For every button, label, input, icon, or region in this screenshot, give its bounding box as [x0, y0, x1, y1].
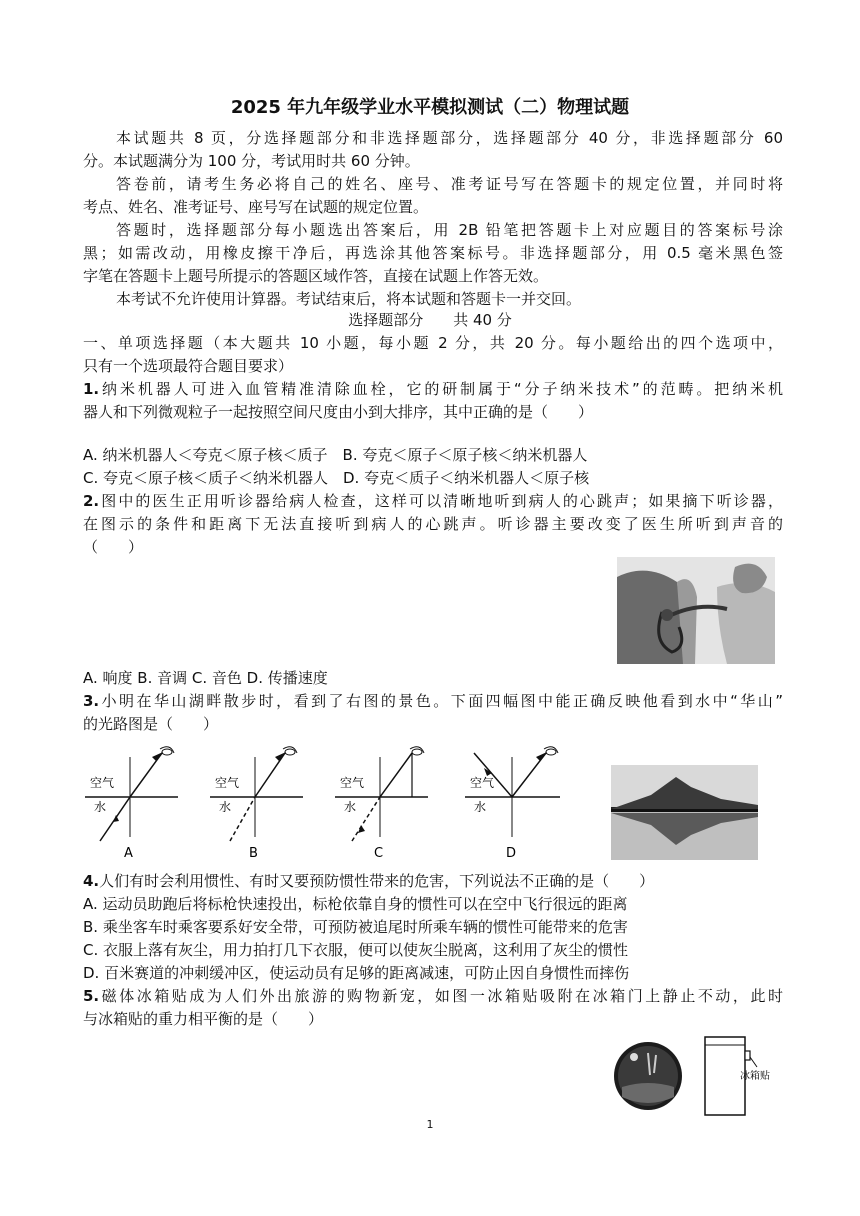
- q5-stem-line-1: [83, 985, 783, 1008]
- q2-number: 2.: [83, 492, 100, 510]
- q3-stem-text-1: 小明在华山湖畔散步时，看到了右图的景色。下面四幅图中能正确反映他看到水中“华山”: [99, 692, 783, 710]
- intro-line-3: 答卷前，请考生务必将自己的姓名、座号、准考证号写在答题卡的规定位置，并同时将: [116, 175, 783, 193]
- optics-diagram-a: [80, 745, 180, 860]
- air-label-b: 空气: [215, 776, 240, 790]
- part-one-line-2: 只有一个选项最符合题目要求）: [83, 357, 294, 375]
- q4-option-a: A. 运动员助跑后将标枪快速投出，标枪依靠自身的惯性可以在空中飞行很远的距离: [83, 895, 628, 913]
- air-label-d: 空气: [470, 776, 495, 790]
- water-label-c: 水: [344, 800, 357, 814]
- q2-stem-line-3: （ ）: [83, 538, 144, 556]
- optics-diagram-b: [205, 745, 305, 860]
- section-header: 选择题部分 共 40 分: [348, 311, 512, 329]
- water-label-b: 水: [219, 800, 232, 814]
- q1-options-cd: C. 夸克＜原子核＜质子＜纳米机器人 D. 夸克＜质子＜纳米机器人＜原子核: [83, 469, 590, 487]
- part-one-line-1: 一、单项选择题（本大题共 10 小题，每小题 2 分，共 20 分。每小题给出的四个选项中，: [83, 334, 783, 352]
- label-d: D: [506, 846, 517, 860]
- q3-stem-line-1: [83, 690, 783, 713]
- exam-title: 2025 年九年级学业水平模拟测试（二）物理试题: [230, 97, 630, 118]
- q1-number: 1.: [83, 380, 100, 398]
- q1-stem-line-2: 器人和下列微观粒子一起按照空间尺度由小到大排序，其中正确的是（ ）: [83, 403, 594, 421]
- q4-stem-text: 人们有时会利用惯性、有时又要预防惯性带来的危害，下列说法不正确的是（ ）: [99, 872, 655, 890]
- q4-option-d: D. 百米赛道的冲刺缓冲区，使运动员有足够的距离减速，可防止因自身惯性而摔伤: [83, 964, 630, 982]
- q3-number: 3.: [83, 692, 100, 710]
- label-a: A: [124, 846, 133, 860]
- optics-diagram-d: [460, 745, 570, 860]
- stethoscope-photo: [617, 557, 775, 664]
- q3-stem-line-2: 的光路图是（ ）: [83, 715, 219, 733]
- optics-diagram-c: [330, 745, 430, 860]
- intro-line-5: 答题时，选择题部分每小题选出答案后，用 2B 铅笔把答题卡上对应题目的答案标号涂: [116, 221, 783, 239]
- intro-line-2: 分。本试题满分为 100 分，考试用时共 60 分钟。: [83, 152, 420, 170]
- q2-stem-text-1: 图中的医生正用听诊器给病人检查，这样可以清晰地听到病人的心跳声；如果摘下听诊器，: [99, 492, 783, 510]
- q2-stem-line-1: [83, 490, 783, 513]
- q2-stem-line-2: 在图示的条件和距离下无法直接听到病人的心跳声。听诊器主要改变了医生所听到声音的: [83, 515, 783, 533]
- label-c: C: [374, 846, 384, 860]
- fridge-magnet-figure: [612, 1035, 782, 1117]
- q2-options: A. 响度 B. 音调 C. 音色 D. 传播速度: [83, 669, 328, 687]
- q5-number: 5.: [83, 987, 100, 1005]
- intro-line-4: 考点、姓名、准考证号、座号写在试题的规定位置。: [83, 198, 429, 216]
- q4-number: 4.: [83, 872, 100, 890]
- fridge-magnet-label: 冰箱贴: [740, 1071, 770, 1082]
- q4-option-b: B. 乘坐客车时乘客要系好安全带，可预防被追尾时所乘车辆的惯性可能带来的危害: [83, 918, 628, 936]
- q5-stem-line-2: 与冰箱贴的重力相平衡的是（ ）: [83, 1010, 324, 1028]
- huashan-lake-photo: [611, 765, 758, 860]
- air-label-c: 空气: [340, 776, 365, 790]
- q5-stem-text-1: 磁体冰箱贴成为人们外出旅游的购物新宠，如图一冰箱贴吸附在冰箱门上静止不动，此时: [99, 987, 783, 1005]
- label-b: B: [249, 846, 258, 860]
- q1-options-ab: A. 纳米机器人＜夸克＜原子核＜质子 B. 夸克＜原子＜原子核＜纳米机器人: [83, 446, 588, 464]
- water-label-d: 水: [474, 800, 487, 814]
- q1-stem-line-1: [83, 378, 783, 401]
- air-label-a: 空气: [90, 776, 115, 790]
- intro-line-7: 字笔在答题卡上题号所提示的答题区域作答，直接在试题上作答无效。: [83, 267, 549, 285]
- water-label-a: 水: [94, 800, 107, 814]
- page-number: 1: [426, 1118, 434, 1131]
- q1-stem-text-1: 纳米机器人可进入血管精准清除血栓，它的研制属于“分子纳米技术”的范畴。把纳米机: [99, 380, 783, 398]
- intro-line-1: 本试题共 8 页，分选择题部分和非选择题部分，选择题部分 40 分，非选择题部分 60: [116, 129, 783, 147]
- q4-stem: [83, 870, 783, 893]
- q4-option-c: C. 衣服上落有灰尘，用力拍打几下衣服，便可以使灰尘脱离，这利用了灰尘的惯性: [83, 941, 629, 959]
- intro-line-6: 黑；如需改动，用橡皮擦干净后，再选涂其他答案标号。非选择题部分，用 0.5 毫米黑色签: [83, 244, 783, 262]
- intro-line-8: 本考试不允许使用计算器。考试结束后，将本试题和答题卡一并交回。: [116, 290, 582, 308]
